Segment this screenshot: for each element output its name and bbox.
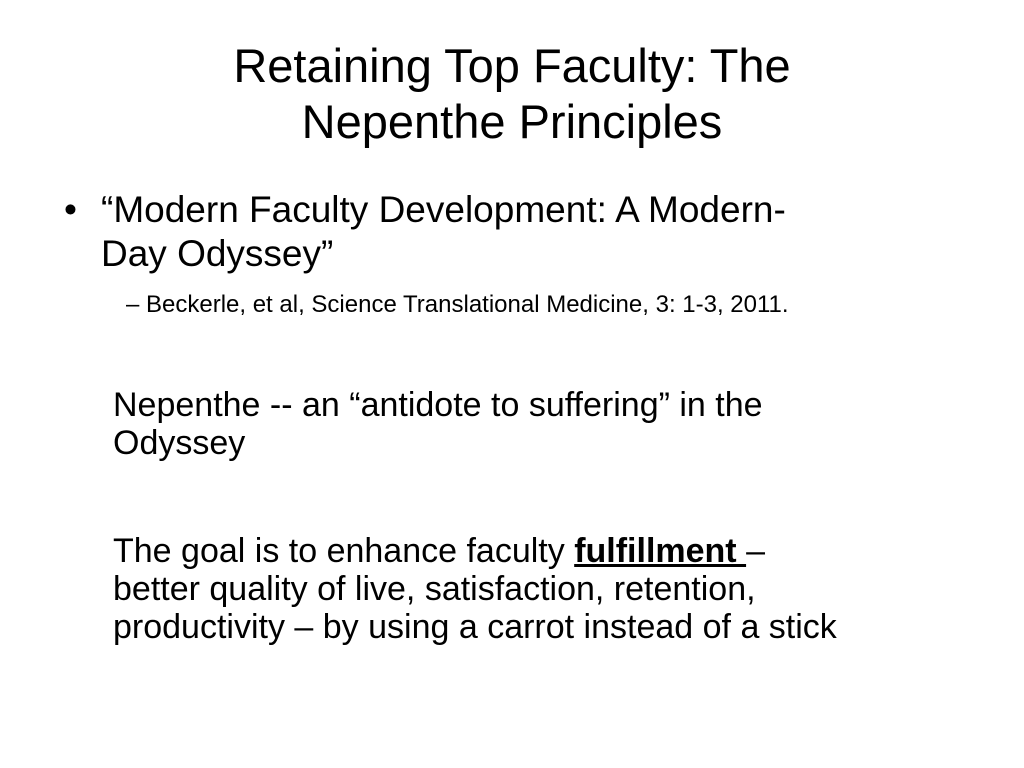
nepenthe-paragraph (113, 386, 1013, 462)
goal-paragraph (113, 532, 1013, 646)
slide-title (60, 38, 964, 150)
paragraph1-line-1: Nepenthe -- an “antidote to suffering” in the (113, 386, 763, 424)
bullet-line-2: Day Odyssey” (101, 233, 334, 274)
sub-bullet-marker: – (126, 291, 140, 318)
goal-text-start: The goal is to enhance faculty (113, 532, 575, 570)
paragraph2-line-2: better quality of live, satisfaction, retention, (113, 570, 756, 608)
paragraph2-line-1 (113, 532, 1013, 570)
goal-dash: – (746, 532, 765, 570)
title-line-1: Retaining Top Faculty: The (233, 39, 791, 92)
paragraph1-line-2: Odyssey (113, 424, 246, 462)
bullet-text (101, 188, 961, 276)
fulfillment-emphasis: fulfillment (574, 532, 747, 570)
citation-text: Beckerle, et al, Science Translational Medicine, 3: 1-3, 2011. (146, 291, 789, 318)
paragraph2-line-3: productivity – by using a carrot instead of a stick (113, 608, 837, 646)
bullet-marker: • (64, 189, 77, 230)
bullet-line-1: “Modern Faculty Development: A Modern- (101, 189, 786, 230)
title-line-2: Nepenthe Principles (301, 95, 723, 148)
